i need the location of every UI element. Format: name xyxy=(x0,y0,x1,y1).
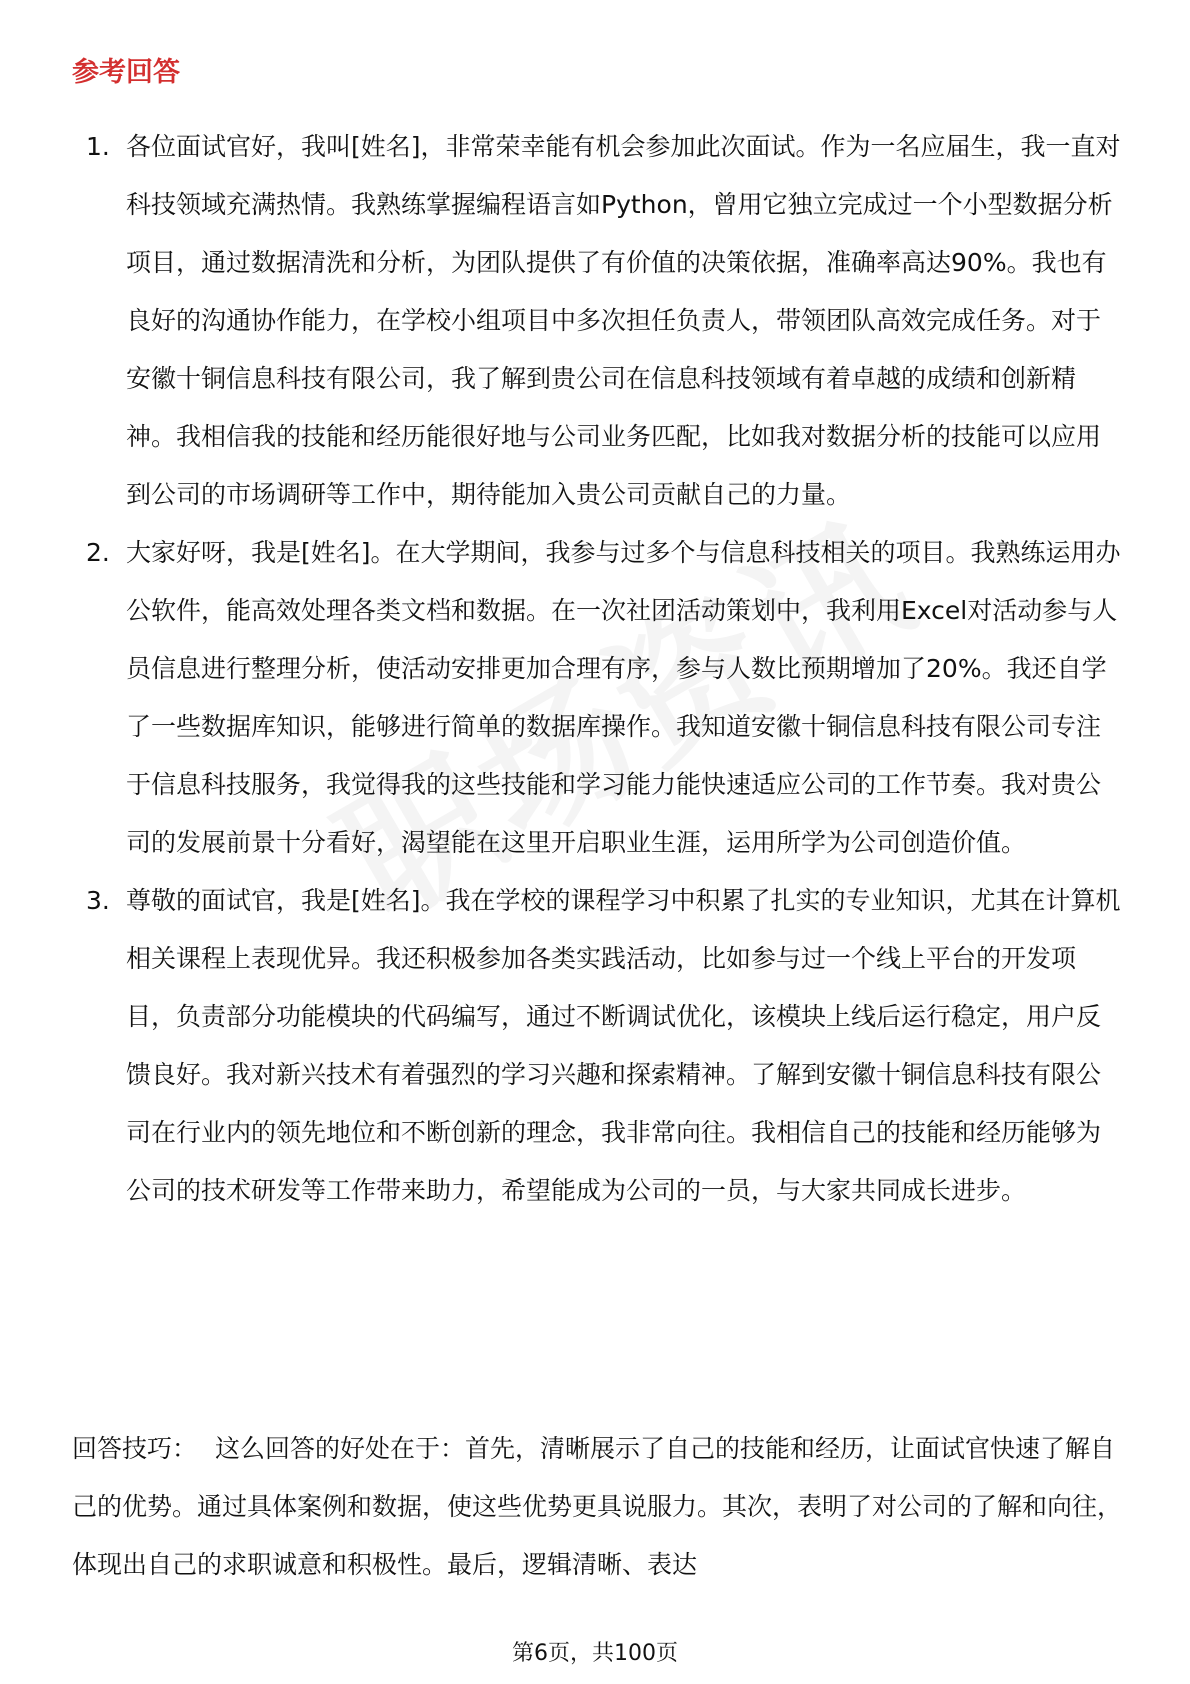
answer-number: 1. xyxy=(86,132,110,161)
answer-item xyxy=(72,118,1122,524)
answer-tips xyxy=(72,1420,1122,1594)
answer-number: 3. xyxy=(86,886,110,915)
page-footer: 第6页，共100页 xyxy=(512,1641,678,1666)
tips-label: 回答技巧： xyxy=(72,1434,198,1463)
answer-list xyxy=(72,118,1122,1220)
answer-item xyxy=(72,872,1122,1220)
answer-item xyxy=(72,524,1122,872)
answer-number: 2. xyxy=(86,538,110,567)
answer-text: 尊敬的面试官，我是[姓名]。我在学校的课程学习中积累了扎实的专业知识，尤其在计算机相关课程上表现优异。我还积极参加各类实践活动，比如参与过一个线上平台的开发项目，负责部分功能模块的代码编写，通过不断调试优化，该模块上线后运行稳定，用户反馈良好。我对新兴技术有着强烈的学习兴趣和探索精神。了解到安徽十铜信息科技有限公司在行业内的领先地位和不断创新的理念，我非常向往。我相信自己的技能和经历能够为公司的技术研发等工作带来助力，希望能成为公司的一员，与大家共同成长进步。 xyxy=(126,886,1121,1205)
tips-text: 这么回答的好处在于：首先，清晰展示了自己的技能和经历，让面试官快速了解自己的优势。通过具体案例和数据，使这些优势更具说服力。其次，表明了对公司的了解和向往，体现出自己的求职诚意和积极性。最后，逻辑清晰、表达 xyxy=(72,1434,1123,1579)
answer-text: 各位面试官好，我叫[姓名]，非常荣幸能有机会参加此次面试。作为一名应届生，我一直对科技领域充满热情。我熟练掌握编程语言如Python，曾用它独立完成过一个小型数据分析项目，通过数据清洗和分析，为团队提供了有价值的决策依据，准确率高达90%。我也有良好的沟通协作能力，在学校小组项目中多次担任负责人，带领团队高效完成任务。对于安徽十铜信息科技有限公司，我了解到贵公司在信息科技领域有着卓越的成绩和创新精神。我相信我的技能和经历能很好地与公司业务匹配，比如我对数据分析的技能可以应用到公司的市场调研等工作中，期待能加入贵公司贡献自己的力量。 xyxy=(126,132,1121,509)
section-heading: 参考回答 xyxy=(72,57,180,88)
answer-text: 大家好呀，我是[姓名]。在大学期间，我参与过多个与信息科技相关的项目。我熟练运用办公软件，能高效处理各类文档和数据。在一次社团活动策划中，我利用Excel对活动参与人员信息进行整理分析，使活动安排更加合理有序，参与人数比预期增加了20%。我还自学了一些数据库知识，能够进行简单的数据库操作。我知道安徽十铜信息科技有限公司专注于信息科技服务，我觉得我的这些技能和学习能力能快速适应公司的工作节奏。我对贵公司的发展前景十分看好，渴望能在这里开启职业生涯，运用所学为公司创造价值。 xyxy=(126,538,1121,857)
